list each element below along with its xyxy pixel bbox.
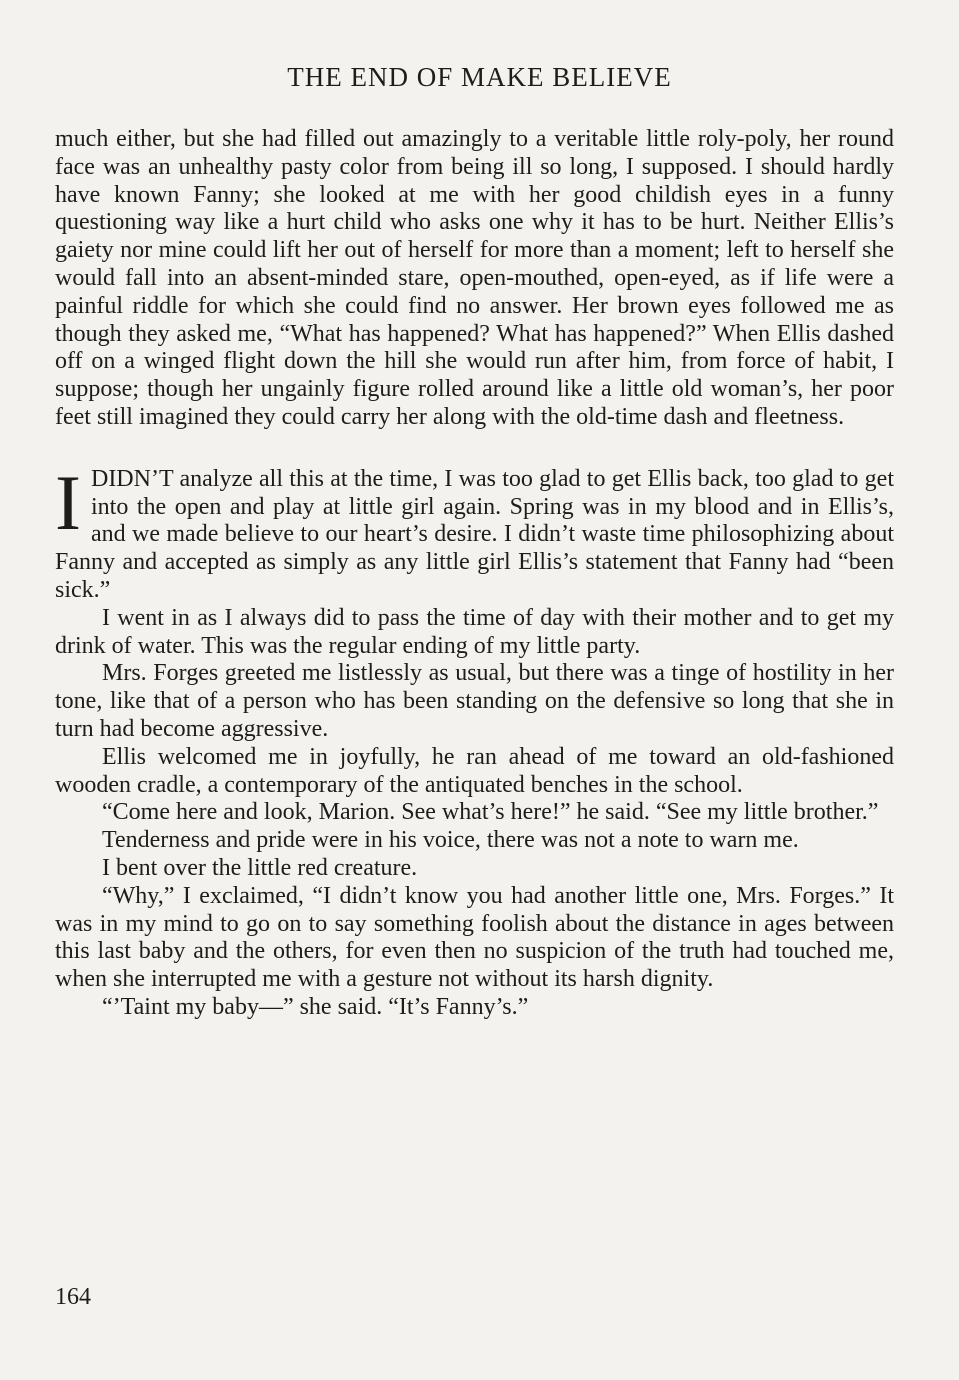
- body-text: [55, 126, 894, 1022]
- paragraph-2: [55, 458, 894, 605]
- paragraph-7: Tenderness and pride were in his voice, there was not a note to warn me.: [102, 827, 799, 854]
- running-head: THE END OF MAKE BELIEVE: [287, 62, 672, 92]
- drop-cap: I: [55, 458, 81, 546]
- paragraph-5: Ellis welcomed me in joyfully, he ran ahead of me toward an old-fashioned wooden cradle, a contemporary of the antiquated benches in the school.: [55, 743, 894, 798]
- paragraph-1: much either, but she had filled out amazingly to a veritable little roly-poly, her round face was an unhealthy pasty color from being ill so long, I supposed. I should hardly have known Fanny; she looked at me with her good childish eyes in a funny questioning way like a hurt child who asks one why it has to be hurt. Neither Ellis’s gaiety nor mine could lift her out of herself for more than a moment; left to herself she would fall into an absent-minded stare, open-mouthed, open-eyed, as if life were a painful riddle for which she could find no answer. Her brown eyes followed me as though they asked me, “What has happened? What has happened?” When Ellis dashed off on a winged flight down the hill she would run after him, from force of habit, I suppose; though her ungainly figure rolled around like a little old woman’s, her poor feet still imagined they could carry her along with the old-time dash and fleetness.: [55, 126, 894, 430]
- paragraph-3: I went in as I always did to pass the time of day with their mother and to get my drink of water. This was the regular ending of my little party.: [55, 604, 894, 659]
- paragraph-6: “Come here and look, Marion. See what’s here!” he said. “See my little brother.”: [102, 799, 879, 826]
- paragraph-4: Mrs. Forges greeted me listlessly as usual, but there was a tinge of hostility in her tone, like that of a person who has been standing on the defensive so long that she in turn had become aggressive.: [55, 660, 894, 742]
- page-number: 164: [55, 1284, 91, 1310]
- paragraph-2-text: DIDN’T analyze all this at the time, I was too glad to get Ellis back, too glad to get into the open and play at little girl again. Spring was in my blood and in Ellis’s, and we made believe to our heart’s desire. I didn’t waste time philosophizing about Fanny and accepted as simply as any little girl Ellis’s statement that Fanny had “been sick.”: [55, 465, 894, 603]
- paragraph-10: “’Taint my baby—” she said. “It’s Fanny’s.”: [102, 993, 529, 1020]
- paragraph-9: “Why,” I exclaimed, “I didn’t know you had another little one, Mrs. Forges.” It was in my mind to go on to say something foolish about the distance in ages between this last baby and the others, for even then no suspicion of the truth had touched me, when she interrupted me with a gesture not without its harsh dignity.: [55, 882, 894, 993]
- paragraph-8: I bent over the little red creature.: [102, 854, 418, 881]
